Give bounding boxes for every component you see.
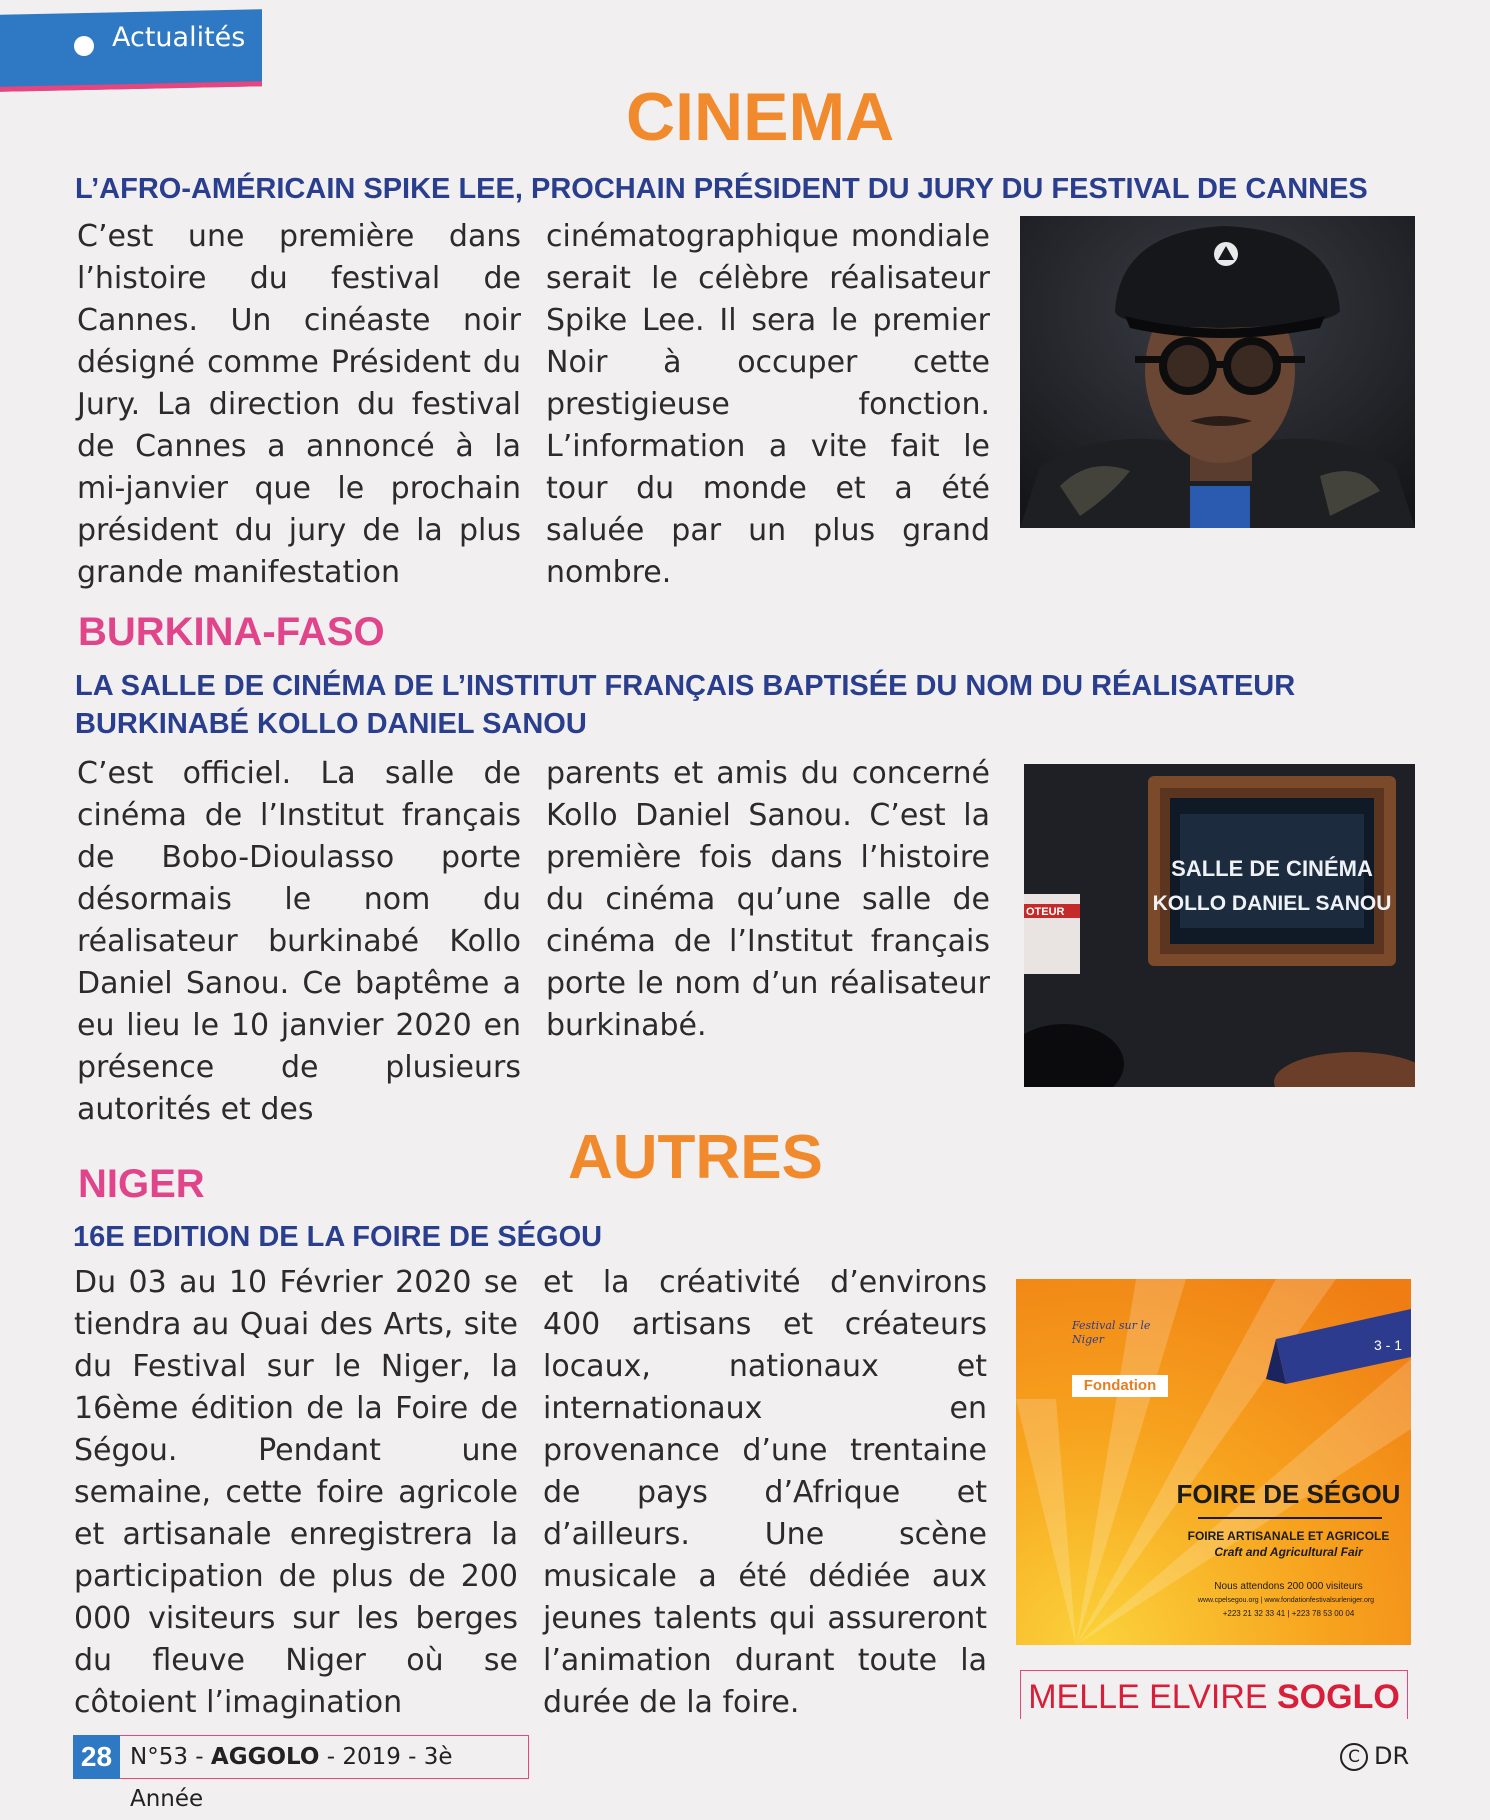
cinema-sign-photo <box>1024 764 1415 1087</box>
sign-line-1: SALLE DE CINÉMA <box>1171 856 1373 881</box>
poster-phones: +223 21 32 33 41 | +223 78 53 00 04 <box>1222 1609 1355 1618</box>
burkina-region-title: BURKINA-FASO <box>78 610 385 654</box>
bullet-icon <box>74 36 94 56</box>
poster-logo-script: Festival sur le Niger <box>1072 1319 1151 1346</box>
sticker-text: OTEUR <box>1026 906 1065 918</box>
poster-subtitle-en: Craft and Agricultural Fair <box>1214 1545 1363 1559</box>
copyright-label: DR <box>1374 1742 1410 1770</box>
burkina-headline-line-2: BURKINABÉ KOLLO DANIEL SANOU <box>75 708 587 740</box>
poster-divider <box>1198 1517 1382 1519</box>
author-credit-name: MELLE ELVIRE <box>1028 1678 1277 1716</box>
poster-title: FOIRE DE SÉGOU <box>1176 1479 1401 1509</box>
poster-web: www.cpelsegou.org | www.fondationfestivalsurleniger.org <box>1197 1597 1375 1604</box>
cinema-column-2: cinématographique mondiale serait le célèbre réalisateur Spike Lee. Il sera le premier Noir à occuper cette prestigieuse fonction. L’information a vite fait le tour du monde et a été saluée par un plus grand nombre. <box>546 219 990 590</box>
photo-copyright <box>1340 1742 1409 1771</box>
copyright-icon: C <box>1340 1743 1368 1771</box>
issue-prefix: N°53 - <box>130 1744 211 1770</box>
burkina-headline-line-1: LA SALLE DE CINÉMA DE L’INSTITUT FRANÇAIS BAPTISÉE DU NOM DU RÉALISATEUR <box>75 670 1296 702</box>
niger-headline: 16E EDITION DE LA FOIRE DE SÉGOU <box>73 1221 603 1253</box>
niger-column-1: Du 03 au 10 Février 2020 se tiendra au Quai des Arts, site du Festival sur le Niger, la 16ème édition de la Foire de Ségou. Pendant une semaine, cette foire agricole et artisanale enregistrera la participation de plus de 200 000 visiteurs sur les berges du fleuve Niger où se côtoient l’imagination <box>74 1265 518 1720</box>
cinema-column-1: C’est une première dans l’histoire du festival de Cannes. Un cinéaste noir désigné comme Président du Jury. La direction du festival de Cannes a annoncé à la mi-janvier que le prochain président du jury de la plus grande manifestation <box>77 219 521 590</box>
issue-suffix: - 2019 - 3è Année <box>130 1744 453 1812</box>
burkina-column-1: C’est officiel. La salle de cinéma de l’Institut français de Bobo-Dioulasso porte désormais le nom du réalisateur burkinabé Kollo Daniel Sanou. Ce baptême a eu lieu le 10 janvier 2020 en présence de plusieurs autorités et des <box>77 756 521 1127</box>
poster-visitors: Nous attendons 200 000 visiteurs <box>1214 1581 1363 1592</box>
burkina-column-2: parents et amis du concerné Kollo Daniel Sanou. C’est la première fois dans l’histoire du cinéma qu’une salle de cinéma de l’Institut français porte le nom d’un réalisateur burkinabé. <box>546 756 990 1043</box>
poster-ribbon-dates: 3 - 1 <box>1374 1337 1403 1353</box>
cinema-section-title: CINEMA <box>626 79 895 155</box>
section-tag-label: Actualités <box>112 22 246 53</box>
poster-logo-label: Fondation <box>1072 1375 1168 1397</box>
spike-lee-photo <box>1020 216 1415 528</box>
foire-de-segou-poster <box>1016 1279 1411 1645</box>
cinema-headline: L’AFRO-AMÉRICAIN SPIKE LEE, PROCHAIN PRÉSIDENT DU JURY DU FESTIVAL DE CANNES <box>75 173 1368 205</box>
sign-line-2: KOLLO DANIEL SANOU <box>1152 892 1392 915</box>
magazine-brand: AGGOLO <box>210 1744 320 1770</box>
page-number: 28 <box>73 1735 120 1779</box>
niger-region-title: NIGER <box>78 1162 205 1206</box>
author-credit-surname: SOGLO <box>1277 1678 1400 1716</box>
issue-info <box>120 1735 529 1812</box>
autres-section-title: AUTRES <box>568 1123 823 1192</box>
author-credit <box>1020 1670 1408 1719</box>
niger-column-2: et la créativité d’environs 400 artisans et créateurs locaux, nationaux et internationaux en provenance d’une trentaine de pays d’Afrique et d’ailleurs. Une scène musicale a été dédiée aux jeunes talents qui assureront l’animation durant toute la durée de la foire. <box>543 1265 987 1720</box>
poster-subtitle: FOIRE ARTISANALE ET AGRICOLE <box>1187 1529 1390 1543</box>
